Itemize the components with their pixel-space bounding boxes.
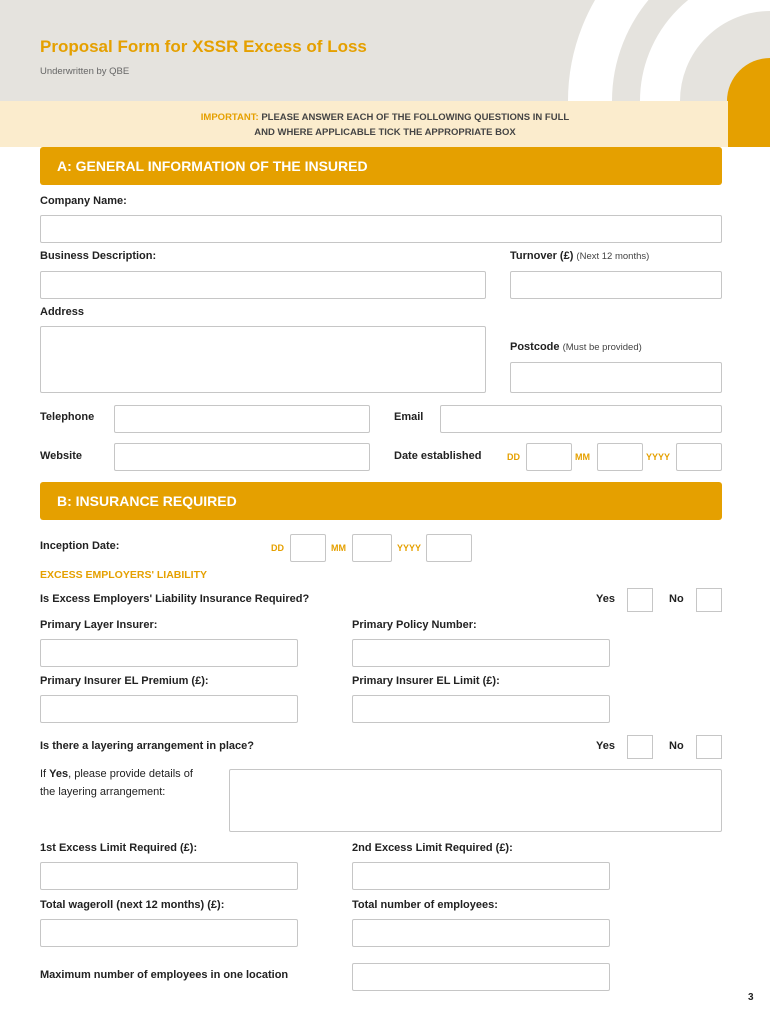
max-employees-label: Maximum number of employees in one location xyxy=(40,969,289,981)
turnover-input[interactable] xyxy=(510,271,722,299)
el-required-yes-label: Yes xyxy=(596,593,615,605)
section-b-heading: B: INSURANCE REQUIRED xyxy=(40,482,722,520)
website-input[interactable] xyxy=(114,443,370,471)
primary-layer-insurer-label: Primary Layer Insurer: xyxy=(40,619,158,631)
layering-no-checkbox[interactable] xyxy=(696,735,722,759)
total-wageroll-input[interactable] xyxy=(40,919,298,947)
notice-corner-accent xyxy=(728,101,770,147)
inception-dd-input[interactable] xyxy=(290,534,326,562)
date-established-label: Date established xyxy=(394,450,482,462)
date-established-dd-input[interactable] xyxy=(526,443,572,471)
layering-yes-label: Yes xyxy=(596,740,615,752)
total-employees-label: Total number of employees: xyxy=(352,899,498,911)
inception-dd-label: DD xyxy=(271,543,284,553)
telephone-label: Telephone xyxy=(40,411,95,423)
turnover-note: (Next 12 months) xyxy=(576,251,650,262)
el-required-question: Is Excess Employers' Liability Insurance Required? xyxy=(40,593,310,605)
notice-line-2: AND WHERE APPLICABLE TICK THE APPROPRIATE BOX xyxy=(254,127,516,138)
layering-details-input[interactable] xyxy=(229,769,722,832)
layering-no-label: No xyxy=(669,740,684,752)
postcode-label xyxy=(510,341,642,353)
layering-details-label xyxy=(40,765,193,801)
second-excess-limit-label: 2nd Excess Limit Required (£): xyxy=(352,842,513,854)
inception-yyyy-label: YYYY xyxy=(397,543,422,553)
layering-details-rest: , please provide details of xyxy=(68,768,193,780)
primary-el-limit-input[interactable] xyxy=(352,695,610,723)
inception-mm-label: MM xyxy=(331,543,346,553)
primary-policy-number-input[interactable] xyxy=(352,639,610,667)
first-excess-limit-input[interactable] xyxy=(40,862,298,890)
second-excess-limit-input[interactable] xyxy=(352,862,610,890)
layering-question: Is there a layering arrangement in place? xyxy=(40,740,254,752)
address-input[interactable] xyxy=(40,326,486,393)
el-required-no-checkbox[interactable] xyxy=(696,588,722,612)
date-established-mm-input[interactable] xyxy=(597,443,643,471)
inception-mm-input[interactable] xyxy=(352,534,392,562)
el-required-no-label: No xyxy=(669,593,684,605)
company-name-label: Company Name: xyxy=(40,195,127,207)
page-title: Proposal Form for XSSR Excess of Loss xyxy=(40,37,367,56)
postcode-label-text: Postcode xyxy=(510,341,560,353)
important-notice xyxy=(0,101,770,147)
page-subtitle: Underwritten by QBE xyxy=(40,66,130,77)
postcode-note: (Must be provided) xyxy=(562,342,642,353)
layering-yes-checkbox[interactable] xyxy=(627,735,653,759)
primary-el-premium-input[interactable] xyxy=(40,695,298,723)
el-required-yes-checkbox[interactable] xyxy=(627,588,653,612)
postcode-input[interactable] xyxy=(510,362,722,393)
page-number: 3 xyxy=(748,992,754,1003)
business-description-label: Business Description: xyxy=(40,250,157,262)
email-label: Email xyxy=(394,411,424,423)
date-established-yyyy-input[interactable] xyxy=(676,443,722,471)
notice-line-1: PLEASE ANSWER EACH OF THE FOLLOWING QUESTIONS IN FULL xyxy=(261,112,570,123)
primary-policy-number-label: Primary Policy Number: xyxy=(352,619,477,631)
company-name-input[interactable] xyxy=(40,215,722,243)
date-established-mm-label: MM xyxy=(575,452,590,462)
primary-el-premium-label: Primary Insurer EL Premium (£): xyxy=(40,675,209,687)
email-input[interactable] xyxy=(440,405,722,433)
turnover-label-text: Turnover (£) xyxy=(510,250,574,262)
turnover-label xyxy=(510,250,649,262)
layering-details-yes: Yes xyxy=(49,768,69,780)
inception-date-label: Inception Date: xyxy=(40,540,120,552)
layering-details-line2: the layering arrangement: xyxy=(40,786,166,798)
max-employees-input[interactable] xyxy=(352,963,610,991)
total-employees-input[interactable] xyxy=(352,919,610,947)
business-description-input[interactable] xyxy=(40,271,486,299)
website-label: Website xyxy=(40,450,82,462)
layering-details-prefix: If xyxy=(40,768,50,780)
date-established-yyyy-label: YYYY xyxy=(646,452,671,462)
primary-layer-insurer-input[interactable] xyxy=(40,639,298,667)
total-wageroll-label: Total wageroll (next 12 months) (£): xyxy=(40,899,225,911)
notice-important-label: IMPORTANT: xyxy=(200,112,259,123)
first-excess-limit-label: 1st Excess Limit Required (£): xyxy=(40,842,198,854)
telephone-input[interactable] xyxy=(114,405,370,433)
section-a-heading: A: GENERAL INFORMATION OF THE INSURED xyxy=(40,147,722,185)
inception-yyyy-input[interactable] xyxy=(426,534,472,562)
address-label: Address xyxy=(40,306,85,318)
excess-el-subheading: EXCESS EMPLOYERS' LIABILITY xyxy=(40,569,208,581)
primary-el-limit-label: Primary Insurer EL Limit (£): xyxy=(352,675,500,687)
date-established-dd-label: DD xyxy=(507,452,520,462)
